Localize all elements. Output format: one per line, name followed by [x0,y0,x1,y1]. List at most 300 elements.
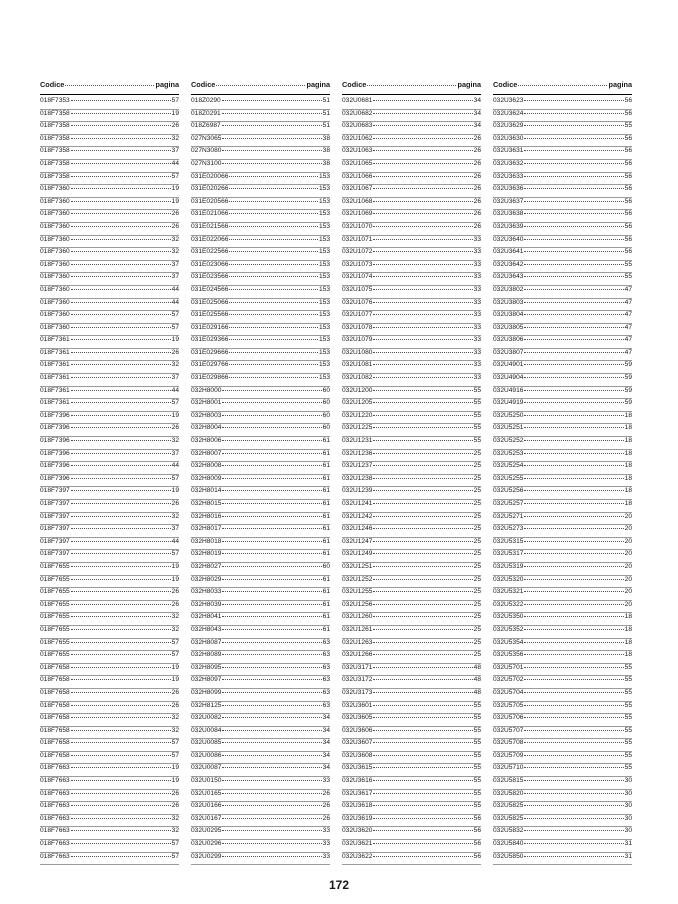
index-row [342,147,481,160]
product-code: 018F7360 [40,273,70,281]
product-code: 032U3639 [493,222,524,230]
leader-dots [373,100,472,101]
product-code: 032U0085 [191,739,222,747]
leader-dots [71,150,171,151]
leader-dots [373,226,472,227]
page-reference: 25 [473,500,481,507]
leader-dots [71,390,171,391]
product-code: 032U3631 [493,147,524,155]
product-code: 031E021566 [191,222,229,230]
index-row [191,110,330,123]
page-reference: 25 [473,588,481,596]
product-code: 032H8089 [191,651,222,659]
product-code: 031E022566 [191,248,229,256]
product-code: 032U0165 [191,789,222,797]
leader-dots [524,276,623,277]
page-reference: 56 [624,248,632,256]
leader-dots [373,453,472,454]
index-row [493,412,632,425]
page-reference: 61 [322,500,330,507]
page-reference: 19 [171,109,179,117]
index-row [493,299,632,312]
page-reference: 18 [624,638,632,646]
index-row [342,135,481,148]
product-code: 031E029166 [191,323,229,331]
index-row [191,802,330,815]
leader-dots [222,138,321,139]
page-reference: 44 [171,537,179,545]
index-row [493,714,632,727]
leader-dots [222,113,322,114]
page-reference: 33 [473,285,481,293]
leader-dots [71,591,171,592]
index-row [493,437,632,450]
index-row [40,613,179,626]
leader-dots [524,629,623,630]
index-column-4 [493,80,632,865]
index-row [40,374,179,387]
index-row [191,840,330,853]
page-reference: 59 [624,386,632,394]
product-code: 018F7360 [40,222,70,230]
page-reference: 20 [624,525,632,533]
product-code: 031E029766 [191,361,229,369]
page-reference: 55 [473,726,481,734]
product-code: 018F7658 [40,726,70,734]
index-row [40,538,179,551]
leader-dots [71,679,171,680]
index-row [40,702,179,715]
product-code: 032H8018 [191,537,222,545]
leader-dots [222,415,321,416]
product-code: 018F7655 [40,600,70,608]
product-code: 032U3629 [493,122,524,130]
leader-dots [524,264,623,265]
index-row [493,97,632,110]
page-reference: 25 [473,600,481,608]
leader-dots [222,742,321,743]
index-row [342,752,481,765]
product-code: 031E029366 [191,336,229,344]
product-code: 032U3641 [493,248,524,256]
leader-dots [373,629,472,630]
page-reference: 61 [322,525,330,533]
index-row [342,513,481,526]
index-row [191,853,330,866]
leader-dots [524,730,623,731]
product-code: 032U3637 [493,197,524,205]
leader-dots [524,176,623,177]
product-code: 031E024566 [191,285,229,293]
product-code: 018F7658 [40,701,70,709]
leader-dots [524,415,623,416]
page-reference: 57 [171,638,179,646]
page-reference: 47 [624,348,632,356]
index-row [191,827,330,840]
product-code: 018F7658 [40,714,70,722]
leader-dots [71,780,171,781]
product-code: 032U1072 [342,248,373,256]
leader-dots [71,264,171,265]
leader-dots [222,830,321,831]
page-reference: 18 [624,625,632,633]
leader-dots [524,755,623,756]
leader-dots [71,465,171,466]
index-row [40,450,179,463]
page-reference: 44 [171,462,179,470]
leader-dots [373,239,472,240]
product-code: 032U5702 [493,676,524,684]
index-row [191,399,330,412]
product-code: 032U5815 [493,777,524,785]
index-row [342,324,481,337]
page-reference: 26 [473,210,481,218]
product-code: 032U5706 [493,714,524,722]
index-row [40,777,179,790]
page-reference: 153 [318,374,330,382]
product-code: 032U3633 [493,172,524,180]
index-row [493,223,632,236]
leader-dots [222,843,321,844]
product-code: 032U1069 [342,210,373,218]
page-reference: 55 [624,260,632,268]
index-row [493,739,632,752]
leader-dots [373,113,472,114]
leader-dots [373,440,472,441]
index-row [40,563,179,576]
page-reference: 25 [473,537,481,545]
page-reference: 60 [322,399,330,407]
page-reference: 57 [171,739,179,747]
index-row [191,324,330,337]
page-reference: 32 [171,814,179,822]
index-row [40,135,179,148]
index-row [342,563,481,576]
product-code: 018F7655 [40,562,70,570]
leader-dots [524,553,623,554]
index-row [342,173,481,186]
leader-dots [524,742,623,743]
leader-dots [222,163,321,164]
leader-dots [524,440,623,441]
leader-dots [373,327,472,328]
leader-dots [71,654,171,655]
page-reference: 34 [322,751,330,759]
page-reference: 30 [624,814,632,822]
page-reference: 55 [473,789,481,797]
index-row [493,538,632,551]
product-code: 018F7361 [40,336,70,344]
product-code: 032U1239 [342,487,373,495]
page-reference: 60 [322,386,330,394]
index-row [493,387,632,400]
product-code: 032U1247 [342,537,373,545]
index-column-1 [40,80,179,865]
product-code: 032U5850 [493,852,524,860]
page-reference: 19 [171,575,179,583]
page-reference: 37 [171,449,179,457]
index-row [493,752,632,765]
leader-dots [71,201,171,202]
product-code: 032U1246 [342,525,373,533]
index-row [40,248,179,261]
leader-dots [222,427,321,428]
page-reference: 61 [322,625,330,633]
page-reference: 55 [624,726,632,734]
page-reference: 153 [318,210,330,218]
page-reference: 153 [318,323,330,331]
product-code: 032U3605 [342,714,373,722]
product-code: 031E023066 [191,260,229,268]
product-code: 018F7396 [40,449,70,457]
page-reference: 31 [624,840,632,848]
index-row [493,853,632,866]
leader-dots [71,503,171,504]
index-row [40,185,179,198]
index-row [342,248,481,261]
product-code: 032U3618 [342,802,373,810]
index-row [191,487,330,500]
index-row [191,777,330,790]
page-reference: 18 [624,449,632,457]
leader-dots [373,339,472,340]
product-code: 018F7360 [40,235,70,243]
index-row [342,639,481,652]
leader-dots [373,490,472,491]
index-row [40,261,179,274]
product-code: 032U1067 [342,185,373,193]
leader-dots [524,642,623,643]
index-row [493,210,632,223]
product-code: 032U1065 [342,159,373,167]
page-reference: 33 [473,248,481,256]
leader-dots [524,125,623,126]
leader-dots [222,453,321,454]
leader-dots [229,364,318,365]
index-row [191,815,330,828]
leader-dots [71,490,171,491]
index-row [342,361,481,374]
index-row [493,135,632,148]
leader-dots [373,830,472,831]
page-reference: 153 [318,185,330,193]
product-code: 018F7655 [40,651,70,659]
page-reference: 26 [171,500,179,507]
product-code: 032U5354 [493,638,524,646]
index-row [191,639,330,652]
product-code: 032H8043 [191,625,222,633]
page-reference: 33 [322,840,330,848]
page-reference: 47 [624,298,632,306]
product-code: 032U3601 [342,701,373,709]
product-code: 018F7361 [40,348,70,356]
index-row [191,676,330,689]
product-code: 032U3173 [342,688,373,696]
page-header: pagina [608,80,632,89]
index-row [191,500,330,513]
index-row [342,613,481,626]
leader-dots [524,201,623,202]
product-code: 032U1200 [342,386,373,394]
leader-dots [222,579,321,580]
product-code: 032U5840 [493,840,524,848]
page-reference: 26 [473,147,481,155]
code-header: Codice [191,80,216,89]
leader-dots [222,692,321,693]
leader-dots [222,390,321,391]
product-code: 032U5251 [493,424,524,432]
product-code: 032U5273 [493,525,524,533]
index-row [342,223,481,236]
page-reference: 33 [473,311,481,319]
product-code: 032U0082 [191,714,222,722]
index-row [342,576,481,589]
page-reference: 26 [171,802,179,810]
index-row [191,122,330,135]
product-code: 032U3620 [342,827,373,835]
page-reference: 57 [171,751,179,759]
product-code: 018F7358 [40,147,70,155]
page-reference: 55 [473,424,481,432]
leader-dots [524,239,623,240]
index-row [40,840,179,853]
leader-dots [373,654,472,655]
product-code: 032H8014 [191,487,222,495]
page-reference: 19 [171,777,179,785]
product-code: 018F7655 [40,638,70,646]
index-row [342,588,481,601]
product-code: 032H8006 [191,437,222,445]
product-code: 027N3065 [191,134,222,142]
leader-dots [373,213,472,214]
product-code: 018F7655 [40,625,70,633]
leader-dots [373,377,472,378]
index-row [342,261,481,274]
index-row [40,500,179,513]
index-row [40,664,179,677]
leader-dots [373,566,472,567]
leader-dots [71,427,171,428]
leader-dots [222,730,321,731]
product-code: 032U1082 [342,374,373,382]
index-row [493,550,632,563]
leader-dots [373,138,472,139]
index-row [40,324,179,337]
index-row [342,450,481,463]
product-code: 018F7396 [40,474,70,482]
product-code: 032U1074 [342,273,373,281]
product-code: 032U3806 [493,336,524,344]
page-reference: 51 [322,97,330,104]
page-reference: 56 [624,109,632,117]
leader-dots [222,642,321,643]
leader-dots [524,604,623,605]
index-row [342,790,481,803]
page-reference: 26 [322,802,330,810]
product-code: 018F7361 [40,399,70,407]
page-reference: 55 [473,777,481,785]
page-reference: 153 [318,273,330,281]
product-code: 032U1066 [342,172,373,180]
product-code: 032U3807 [493,348,524,356]
leader-dots [229,314,318,315]
leader-dots [71,453,171,454]
index-row [191,525,330,538]
page-reference: 26 [171,688,179,696]
leader-dots [524,163,623,164]
product-code: 032U3630 [493,134,524,142]
page-reference: 19 [171,411,179,419]
index-row [493,601,632,614]
page-reference: 18 [624,487,632,495]
page-reference: 33 [473,235,481,243]
leader-dots [71,289,171,290]
index-row [40,97,179,110]
page-reference: 19 [171,487,179,495]
index-row [191,664,330,677]
leader-dots [229,276,318,277]
product-code: 031E020066 [191,172,229,180]
index-row [342,651,481,664]
index-row [40,513,179,526]
leader-dots [373,579,472,580]
leader-dots [222,780,321,781]
leader-dots [373,717,472,718]
leader-dots [373,364,472,365]
leader-dots [229,213,318,214]
page-reference: 32 [171,361,179,369]
index-row [40,739,179,752]
index-row [493,676,632,689]
product-code: 032H8029 [191,575,222,583]
page-reference: 37 [171,525,179,533]
index-row [493,815,632,828]
index-row [493,827,632,840]
page-reference: 34 [322,726,330,734]
leader-dots [222,516,321,517]
index-row [40,412,179,425]
product-code: 018F7360 [40,323,70,331]
page-reference: 18 [624,437,632,445]
index-row [40,727,179,740]
index-row [493,588,632,601]
page-reference: 26 [171,789,179,797]
product-code: 032U1080 [342,348,373,356]
leader-dots [222,402,321,403]
product-code: 018F7361 [40,361,70,369]
page-reference: 55 [473,739,481,747]
product-code: 032U1220 [342,411,373,419]
leader-dots [229,327,318,328]
leader-dots [373,289,472,290]
page-reference: 44 [171,386,179,394]
page-reference: 55 [624,751,632,759]
product-code: 032U3638 [493,210,524,218]
leader-dots [216,85,305,86]
index-row [40,714,179,727]
product-code: 032H8015 [191,500,222,507]
product-code: 018F7396 [40,462,70,470]
page-reference: 19 [171,764,179,772]
product-code: 027N3100 [191,159,222,167]
leader-dots [524,818,623,819]
product-code: 032U1261 [342,625,373,633]
leader-dots [71,717,171,718]
product-code: 032U1256 [342,600,373,608]
page-reference: 153 [318,361,330,369]
index-row [40,676,179,689]
index-row [191,437,330,450]
